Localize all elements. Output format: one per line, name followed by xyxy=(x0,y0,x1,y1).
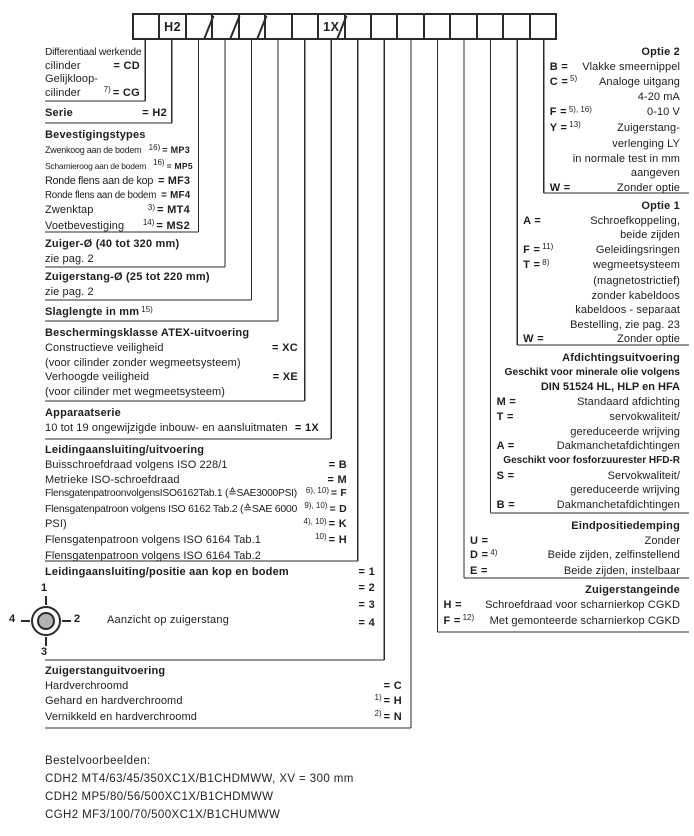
spec-label: Standaard afdichting xyxy=(577,396,680,409)
spec-row xyxy=(45,487,347,502)
section-heading: Apparaatserie xyxy=(45,407,121,419)
spec-code: E = xyxy=(470,565,488,578)
code-box-12 xyxy=(425,15,451,38)
spec-label: Geschikt voor fosforzuurester HFD-R xyxy=(503,454,680,466)
spec-code: A = xyxy=(523,214,542,227)
position-4: 4 xyxy=(9,613,16,625)
footnote-ref: 15) xyxy=(141,304,153,314)
footnote-ref: 16) xyxy=(148,142,161,152)
section-slaglengte xyxy=(45,305,205,320)
spec-label: (voor cilinder met wegmeetsysteem) xyxy=(45,385,226,398)
spec-label: Gelijkloop- xyxy=(45,73,99,86)
spec-label: verlenging LY xyxy=(612,137,680,150)
spec-label: Geleidingsringen xyxy=(595,243,680,256)
spec-row xyxy=(497,469,680,484)
section-zuiger-diameter xyxy=(45,237,225,267)
spec-label: Differentiaal werkende xyxy=(45,47,142,58)
footnote-ref: 12) xyxy=(462,613,475,623)
spec-row xyxy=(45,370,298,385)
diagram-tick xyxy=(62,620,71,622)
footnote-ref: 5) xyxy=(570,74,578,84)
spec-code: = MF3 xyxy=(158,175,191,187)
spec-label: Leidingaansluiting/positie aan kop en bodem xyxy=(45,566,289,578)
spec-row xyxy=(45,106,167,121)
spec-label: in normale test in mm xyxy=(572,152,680,165)
spec-code: W = xyxy=(523,333,544,346)
section-zuigerstanguitvoering xyxy=(45,664,402,725)
footnote-ref: 6), 10) xyxy=(305,485,329,495)
spec-code: = MT4 xyxy=(157,204,190,216)
spec-row xyxy=(550,152,680,167)
spec-row xyxy=(45,46,140,60)
section-heading: Zuigerstanguitvoering xyxy=(45,665,166,677)
code-box-9 xyxy=(346,15,372,38)
spec-label: Beide zijden, zelfinstellend xyxy=(547,549,680,562)
spec-row xyxy=(45,517,347,533)
code-box-14 xyxy=(478,15,504,38)
spec-row xyxy=(45,533,347,549)
spec-label: kabeldoos - separaat xyxy=(575,304,680,317)
spec-row xyxy=(523,303,680,318)
spec-label: Zuigerstang- xyxy=(617,121,680,134)
spec-code: = XE xyxy=(272,371,298,384)
spec-row xyxy=(497,410,680,425)
spec-label: Ronde flens aan de bodem xyxy=(45,189,157,201)
spec-label: (voor cilinder zonder wegmeetsysteem) xyxy=(45,356,241,369)
spec-label: Vlakke smeernippel xyxy=(582,60,680,73)
spec-row xyxy=(523,289,680,304)
spec-code: = H2 xyxy=(142,107,167,119)
spec-code: = M xyxy=(327,473,347,486)
spec-label: Hardverchroomd xyxy=(45,680,129,692)
spec-row xyxy=(550,181,680,196)
spec-label: zie pag. 2 xyxy=(45,286,94,298)
section-cilinder-type xyxy=(45,46,140,100)
spec-label: Scharnieroog aan de bodem xyxy=(45,160,147,171)
spec-label: Servokwaliteit/ xyxy=(607,469,680,482)
spec-row xyxy=(523,274,680,289)
footnote-ref: 11) xyxy=(542,242,554,252)
footnote-ref: 10) xyxy=(315,532,327,542)
footnote-ref: 1) xyxy=(374,693,382,703)
spec-row xyxy=(45,285,245,300)
spec-label: Zonder optie xyxy=(617,182,680,195)
diagram-tick xyxy=(45,637,47,646)
spec-row xyxy=(45,219,190,235)
spec-label: Analoge uitgang xyxy=(598,75,680,88)
spec-row xyxy=(470,534,680,549)
spec-label: cilinder xyxy=(45,86,81,99)
section-heading: Slaglengte in mm xyxy=(45,306,140,318)
spec-row xyxy=(523,258,680,274)
spec-label: Flensgatenpatroon volgens ISO 6164 Tab.1 xyxy=(45,533,262,546)
spec-row xyxy=(497,366,680,381)
spec-code: M = xyxy=(496,396,517,409)
spec-label: beide zijden xyxy=(620,229,680,242)
footnote-ref: 4) xyxy=(490,547,498,557)
section-heading: Leidingaansluiting/uitvoering xyxy=(45,444,205,456)
spec-label: Zonder xyxy=(644,534,680,547)
spec-row xyxy=(45,458,347,473)
position-2: 2 xyxy=(74,613,81,625)
code-box-8: 1X xyxy=(319,15,345,38)
footnote-ref: 7) xyxy=(103,85,111,95)
spec-code: = F xyxy=(331,488,347,500)
spec-code: = 1 xyxy=(358,566,375,578)
footnote-ref: 8) xyxy=(542,257,550,267)
spec-label: FlensgatenpatroonvolgensISO6162Tab.1 (≙SAE3000PSI) xyxy=(45,488,297,500)
spec-code: = XC xyxy=(272,342,298,354)
spec-code: C = xyxy=(549,75,569,88)
section-zuigerstangeinde xyxy=(443,583,680,629)
spec-code: T = xyxy=(496,410,514,423)
spec-label: zie pag. 2 xyxy=(45,253,94,265)
examples-heading: Bestelvoorbeelden: xyxy=(45,755,151,767)
spec-label: Flensgatenpatroon volgens ISO 6162 Tab.2 (≙SAE 6000 xyxy=(45,502,298,515)
spec-code: = MF4 xyxy=(161,189,191,201)
spec-row xyxy=(550,121,680,137)
spec-code: = MS2 xyxy=(156,219,190,232)
section-heading: Afdichtingsuitvoering xyxy=(562,352,680,364)
spec-label: Beide zijden, instelbaar xyxy=(563,565,680,578)
spec-row xyxy=(470,548,680,564)
section-zuigerstang-diameter xyxy=(45,270,245,300)
spec-row xyxy=(497,498,680,513)
spec-row xyxy=(45,565,375,580)
footnote-ref: 9), 10) xyxy=(304,501,328,511)
spec-label: 0-10 V xyxy=(646,106,680,119)
section-eindpositiedemping xyxy=(470,519,680,579)
spec-row xyxy=(45,580,375,597)
code-box-2: H2 xyxy=(160,15,186,38)
spec-label: Zonder optie xyxy=(617,333,680,346)
spec-label: Zwenktap xyxy=(45,204,94,216)
spec-label: Metrieke ISO-schroefdraad xyxy=(45,473,180,486)
spec-row xyxy=(497,454,680,469)
spec-row xyxy=(45,252,225,267)
spec-row xyxy=(45,385,298,400)
diagram-tick xyxy=(45,596,47,605)
section-bevestigingstypes xyxy=(45,128,193,234)
section-leidingaansluiting-uitvoering xyxy=(45,443,347,563)
section-optie-1 xyxy=(523,199,680,347)
spec-row xyxy=(443,614,680,629)
footnote-ref: 2) xyxy=(374,709,382,719)
spec-label: cilinder xyxy=(45,59,81,72)
section-afdichtingsuitvoering xyxy=(497,351,680,513)
spec-row xyxy=(45,549,347,564)
footnote-ref: 5), 16) xyxy=(568,104,592,114)
example-order-code: CDH2 MP5/80/56/500XC1X/B1CHDMWW xyxy=(45,791,274,803)
code-box-1 xyxy=(134,15,160,38)
spec-code: S = xyxy=(496,469,515,482)
spec-label: Vernikkeld en hardverchroomd xyxy=(45,710,197,723)
spec-code: = N xyxy=(383,710,402,723)
spec-code: T = xyxy=(523,259,541,272)
section-heading: Optie 2 xyxy=(641,46,680,58)
spec-code: = 4 xyxy=(358,616,375,629)
spec-row xyxy=(523,318,680,333)
spec-label: Verhoogde veiligheid xyxy=(45,371,150,384)
spec-label: Met gemonteerde scharnierkop CGKD xyxy=(489,614,680,627)
spec-row xyxy=(45,473,347,488)
example-order-code: CGH2 MF3/100/70/500XC1X/B1CHUMWW xyxy=(45,809,281,821)
spec-row xyxy=(45,679,402,694)
spec-row xyxy=(45,203,190,219)
section-atex xyxy=(45,326,298,399)
spec-label: Schroefkoppeling, xyxy=(590,214,680,227)
spec-code: D = xyxy=(470,549,489,562)
spec-code: = 1X xyxy=(294,422,319,434)
footnote-ref: 13) xyxy=(569,120,581,130)
section-apparaatserie xyxy=(45,406,319,436)
section-optie-2 xyxy=(550,45,680,196)
spec-code: H = xyxy=(443,599,462,612)
spec-label: gereduceerde wrijving xyxy=(570,484,680,497)
spec-label: PSI) xyxy=(45,518,67,531)
code-box-11 xyxy=(398,15,424,38)
spec-row xyxy=(497,395,680,410)
section-heading: Zuigerstang-Ø (25 tot 220 mm) xyxy=(45,271,210,283)
spec-code: = CG xyxy=(112,86,140,99)
rod-view-inner-circle xyxy=(37,612,55,630)
spec-row xyxy=(45,502,347,518)
spec-label: zonder kabeldoos xyxy=(591,289,680,302)
spec-code: B = xyxy=(549,60,569,73)
spec-row xyxy=(45,421,319,436)
spec-code: F = xyxy=(523,243,541,256)
section-heading: Optie 1 xyxy=(641,200,680,212)
section-heading: Zuigerstangeinde xyxy=(585,584,680,596)
spec-code: Y = xyxy=(549,121,568,134)
section-heading: Eindpositiedemping xyxy=(571,520,680,532)
code-box-16 xyxy=(531,15,555,38)
spec-row xyxy=(497,439,680,454)
spec-code: = MP5 xyxy=(166,160,193,171)
footnote-ref: 14) xyxy=(142,218,155,227)
example-order-code: CDH2 MT4/63/45/350XC1X/B1CHDMWW, XV = 300 mm xyxy=(45,773,354,785)
spec-code: = D xyxy=(329,502,347,515)
rod-view-caption: Aanzicht op zuigerstang xyxy=(107,614,230,626)
footnote-ref: 16) xyxy=(153,158,165,167)
spec-row xyxy=(45,60,140,74)
spec-row xyxy=(497,483,680,498)
spec-code: W = xyxy=(549,182,571,195)
code-box-10 xyxy=(372,15,398,38)
spec-label: Dakmanchetafdichtingen xyxy=(556,440,680,453)
spec-row xyxy=(45,87,140,101)
spec-label: aangeven xyxy=(630,167,680,180)
diagram-tick xyxy=(21,620,30,622)
spec-label: (magnetostrictief) xyxy=(593,274,680,287)
order-examples xyxy=(45,752,354,824)
section-serie xyxy=(45,106,167,121)
position-1: 1 xyxy=(41,582,48,594)
spec-row xyxy=(45,143,190,159)
section-heading: Bevestigingstypes xyxy=(45,129,146,141)
spec-label: servokwaliteit/ xyxy=(609,410,680,423)
spec-code: F = xyxy=(549,106,567,119)
spec-label: gereduceerde wrijving xyxy=(570,425,680,438)
spec-row xyxy=(550,75,680,91)
spec-row xyxy=(45,341,298,356)
spec-code: = MP3 xyxy=(162,145,190,155)
spec-row xyxy=(523,332,680,347)
spec-code: B = xyxy=(496,499,515,512)
spec-row xyxy=(523,214,680,229)
spec-row xyxy=(45,73,140,87)
spec-code: = B xyxy=(328,459,347,471)
spec-code: U = xyxy=(470,534,489,547)
spec-label: Schroefdraad voor scharnierkop CGKD xyxy=(485,599,680,612)
spec-label: Flensgatenpatroon volgens ISO 6164 Tab.2 xyxy=(45,549,262,562)
spec-label: 10 tot 19 ongewijzigde inbouw- en aansluitmaten xyxy=(45,422,288,434)
spec-row xyxy=(470,564,680,579)
spec-label: Voetbevestiging xyxy=(45,219,125,232)
spec-row xyxy=(45,710,402,726)
section-heading: Beschermingsklasse ATEX-uitvoering xyxy=(45,327,250,339)
spec-label: wegmeetsysteem xyxy=(593,259,680,272)
position-3: 3 xyxy=(41,646,48,658)
spec-code: F = xyxy=(443,614,461,627)
spec-row xyxy=(443,598,680,613)
section-heading: Zuiger-Ø (40 tot 320 mm) xyxy=(45,238,180,250)
spec-row xyxy=(45,597,375,614)
spec-row xyxy=(45,356,298,371)
spec-row xyxy=(550,166,680,181)
spec-label: Constructieve veiligheid xyxy=(45,342,164,354)
spec-code: A = xyxy=(496,440,515,453)
spec-row xyxy=(45,174,190,189)
footnote-ref: 3) xyxy=(147,202,156,212)
spec-row xyxy=(497,425,680,440)
spec-code: = CD xyxy=(113,59,140,72)
spec-code: = H xyxy=(383,694,402,707)
spec-code: = K xyxy=(328,518,347,531)
spec-label: Dakmanchetafdichtingen xyxy=(556,499,680,512)
spec-code: = 2 xyxy=(358,582,375,594)
spec-row xyxy=(45,694,402,710)
code-box-6 xyxy=(266,15,292,38)
spec-label: 4-20 mA xyxy=(637,91,680,104)
code-box-7 xyxy=(293,15,319,38)
spec-code: = 3 xyxy=(358,599,375,612)
spec-label: Serie xyxy=(45,107,73,119)
code-box-15 xyxy=(504,15,530,38)
spec-row xyxy=(497,380,680,395)
spec-label: Ronde flens aan de kop xyxy=(45,175,154,187)
spec-label: Buisschroefdraad volgens ISO 228/1 xyxy=(45,459,228,471)
spec-label: Geschikt voor minerale olie volgens xyxy=(504,366,680,378)
spec-label: Zwenkoog aan de bodem xyxy=(45,145,142,155)
spec-row xyxy=(550,137,680,152)
spec-label: Bestelling, zie pag. 23 xyxy=(570,318,680,331)
spec-label: DIN 51524 HL, HLP en HFA xyxy=(540,381,680,394)
code-box-13 xyxy=(451,15,477,38)
spec-label: Gehard en hardverchroomd xyxy=(45,694,183,707)
spec-row xyxy=(45,158,193,175)
spec-code: = C xyxy=(383,680,402,692)
spec-code: = H xyxy=(328,533,347,546)
footnote-ref: 4), 10) xyxy=(303,516,327,526)
spec-row xyxy=(45,189,190,204)
